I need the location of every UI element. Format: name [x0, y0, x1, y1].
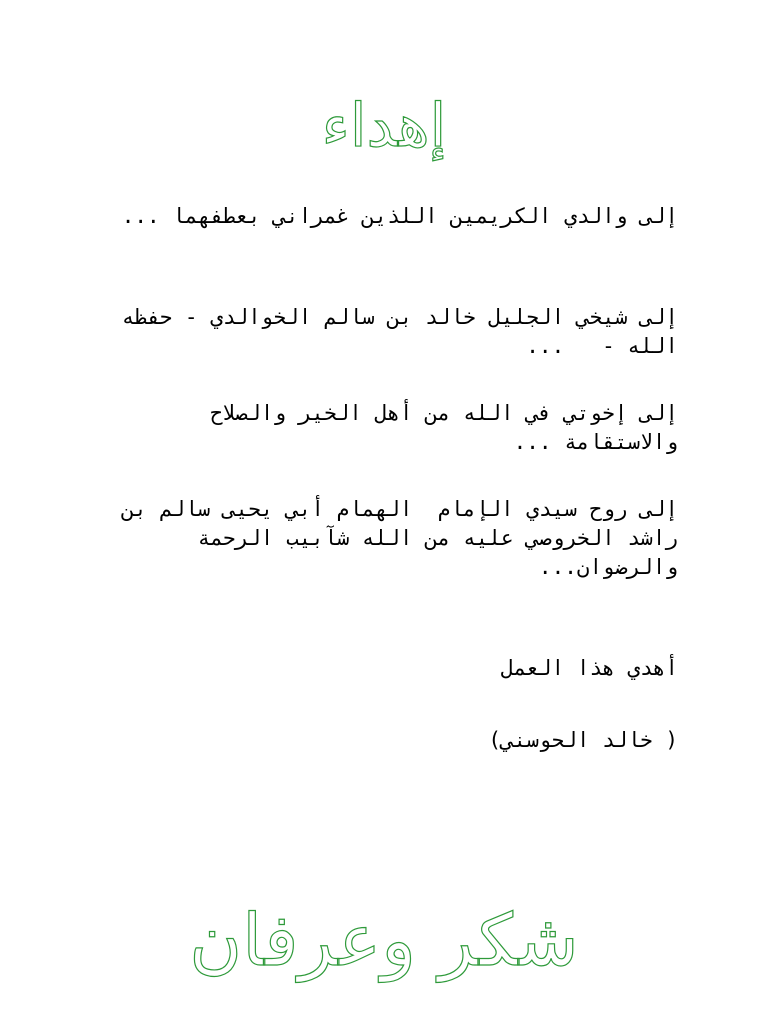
- dedication-paragraph-brothers: إلى إخوتي في الله من أهل الخير والصلاح والاستقامة ...: [197, 401, 678, 454]
- dedication-paragraph-imam: إلى روح سيدي الإمام الهمام أبي يحيى سالم بن راشد الخروصي عليه من الله شآبيب الرحمة والرضوان...: [109, 497, 678, 579]
- acknowledgement-heading: شكر وعرفان: [189, 898, 579, 982]
- dedication-heading: إهداء: [321, 91, 447, 161]
- dedication-paragraph-parents: إلى والدي الكريمين اللذين غمراني بعطفهما ...: [121, 204, 678, 228]
- author-signature-line: ( خالد الحوسني): [488, 728, 678, 752]
- dedication-statement: أهدي هذا العمل: [500, 656, 678, 680]
- dedication-paragraph-sheikh: إلى شيخي الجليل خالد بن سالم الخوالدي - حفظه الله - ...: [109, 305, 678, 358]
